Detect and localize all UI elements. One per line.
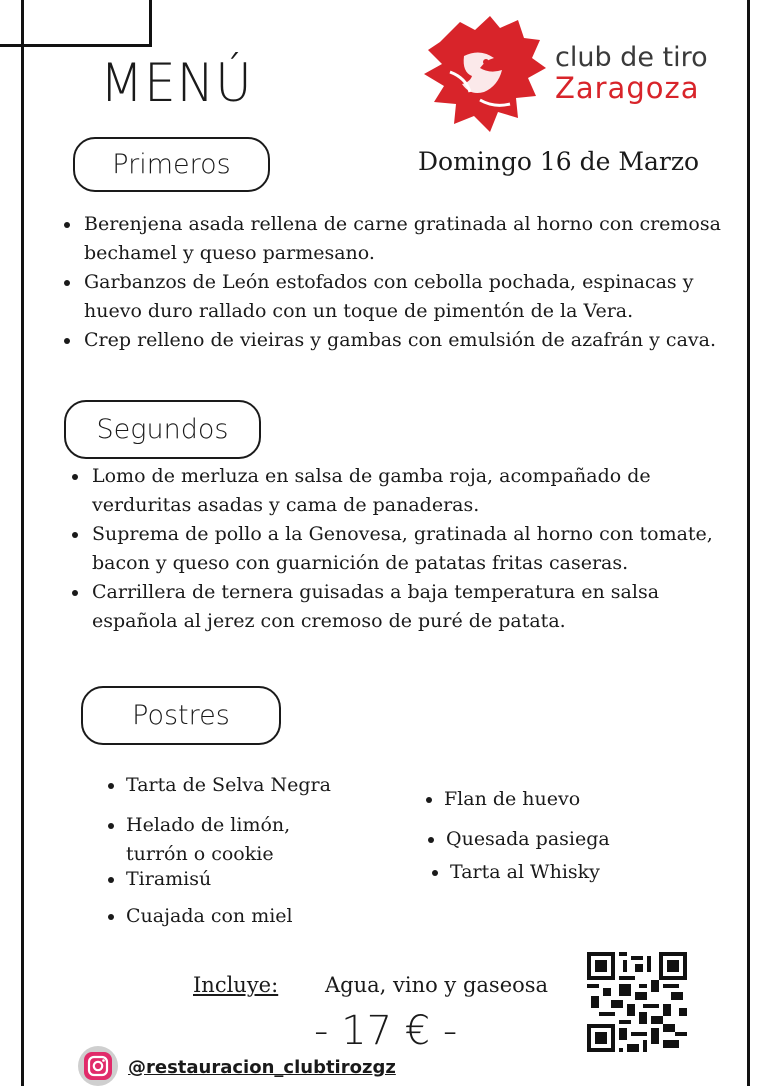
section-label-postres: Postres — [132, 700, 230, 731]
dessert-item: Tarta al Whisky — [428, 858, 600, 887]
list-item: Lomo de merluza en salsa de gamba roja, acompañado de verduritas asadas y cama de panaderas. — [66, 462, 716, 520]
menu-title: MENÚ — [100, 52, 253, 114]
frame-line-right — [747, 0, 750, 1086]
qr-code-icon — [587, 952, 687, 1052]
list-item: Crep relleno de vieiras y gambas con emulsión de azafrán y cava. — [58, 326, 743, 355]
logo-text-city: Zaragoza — [555, 71, 700, 105]
dessert-item: Helado de limón, turrón o cookie — [104, 811, 316, 869]
incluye-label: Incluye: — [193, 973, 279, 997]
dessert-item: Tarta de Selva Negra — [104, 771, 331, 800]
section-pill-segundos — [64, 400, 261, 459]
list-item: Garbanzos de León estofados con cebolla pochada, espinacas y huevo duro rallado con un toque de pimentón de la Vera. — [58, 268, 743, 326]
camera-icon — [84, 1052, 112, 1080]
list-item: Carrillera de ternera guisadas a baja temperatura en salsa española al jerez con cremoso de puré de patata. — [66, 578, 716, 636]
dessert-item: Cuajada con miel — [104, 902, 293, 931]
section-label-primeros: Primeros — [112, 149, 231, 180]
dessert-item: Quesada pasiega — [424, 825, 610, 854]
incluye-value: Agua, vino y gaseosa — [325, 973, 549, 997]
primeros-list — [58, 210, 743, 355]
dessert-item: Tiramisú — [104, 865, 211, 894]
section-label-segundos: Segundos — [96, 414, 229, 445]
instagram-glyph — [84, 1052, 112, 1080]
lion-head-icon — [420, 12, 550, 134]
frame-line-left — [21, 0, 24, 1086]
list-item: Suprema de pollo a la Genovesa, gratinada al horno con tomate, bacon y queso con guarnición de patatas fritas caseras. — [66, 520, 716, 578]
dessert-item: Flan de huevo — [422, 785, 580, 814]
club-logo — [420, 12, 720, 134]
menu-price: - 17 € - — [314, 1008, 458, 1054]
frame-line-top-vertical — [149, 0, 152, 47]
section-pill-postres — [81, 686, 281, 745]
logo-text-club: club de tiro — [555, 42, 708, 73]
instagram-icon[interactable] — [78, 1046, 118, 1086]
instagram-handle-link[interactable]: @restauracion_clubtirozgz — [128, 1057, 396, 1078]
section-pill-primeros — [73, 137, 270, 192]
list-item: Berenjena asada rellena de carne gratinada al horno con cremosa bechamel y queso parmesano. — [58, 210, 743, 268]
segundos-list — [66, 462, 716, 636]
menu-date: Domingo 16 de Marzo — [418, 147, 700, 176]
